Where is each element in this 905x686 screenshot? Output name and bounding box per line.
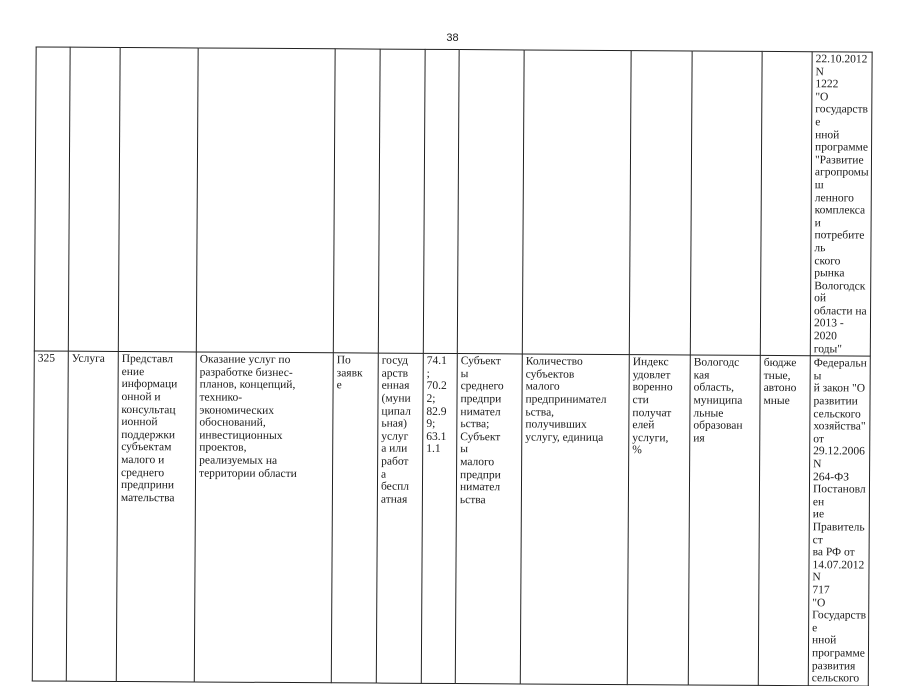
cell-name: [118, 47, 198, 352]
row-volume-indicator: Количество субъектов малого предпринимател ьства, получивших услугу, единица: [525, 355, 607, 444]
cell-type: [66, 351, 118, 681]
row-content: Оказание услуг по разработке бизнес- планов, концепций, технико- экономических обоснований, инвестиционных проектов, реализуемых на территории области: [199, 353, 297, 480]
table-row-continuation: [34, 47, 872, 356]
cell-volume-indicator: [522, 50, 631, 355]
registry-table: [32, 46, 873, 686]
cell-recipients: [455, 354, 522, 684]
cell-budget: [760, 51, 812, 356]
cell-content: [196, 48, 335, 353]
row-legal-basis: Федеральны й закон "О развитии сельского хозяйства" от 29.12.2006 N 264-ФЗ Постановлен ие Правительст ва РФ от 14.07.2012 N 717 "О Государстве нной программе развития сельского: [811, 357, 867, 685]
cell-quality-indicator: [629, 51, 692, 356]
table-row-325: [32, 351, 870, 686]
cell-codes: [421, 354, 457, 684]
cell-number: [34, 47, 70, 351]
cell-budget: [758, 356, 810, 686]
cell-condition: [331, 353, 378, 683]
row-number: 325: [37, 352, 56, 365]
cell-territory: [688, 355, 760, 685]
legal-basis-text: 22.10.2012 N 1222 "О государстве нной программе "Развитие агропромыш ленного комплекса и потребитель ского рынка Вологодской области на 2013 - 2020 годы": [813, 53, 869, 356]
cell-recipients: [457, 50, 524, 355]
cell-type: [68, 47, 120, 352]
cell-status: [376, 353, 423, 683]
row-status: госуд арств енная (муни ципал ьная) услуг а или работ а беспл атная: [380, 354, 411, 506]
row-codes: 74.1 ; 70.2 2; 82.9 9; 63.1 1.1: [426, 355, 447, 456]
row-type: Услуга: [71, 352, 105, 366]
cell-volume-indicator: [520, 354, 629, 684]
row-recipients: Субъект ы среднего предпри нимател ьства; Субъект ы малого предпри нимател ьства: [459, 355, 504, 507]
cell-codes: [423, 49, 459, 353]
cell-status: [378, 49, 425, 354]
row-budget: бюдже тные, автоно мные: [763, 357, 797, 408]
row-condition: По заявк е: [336, 354, 363, 392]
cell-territory: [690, 51, 762, 356]
cell-name: [116, 352, 196, 682]
row-quality-indicator: Индекс удовлет воренно сти получат елей услуги, %: [632, 356, 673, 457]
page-number: 38: [446, 32, 459, 44]
cell-condition: [333, 49, 380, 354]
row-territory: Вологодс кая область, муниципа льные образован ия: [693, 356, 743, 445]
cell-content: [194, 352, 333, 682]
cell-quality-indicator: [627, 355, 690, 685]
row-name: Представл ение информаци онной и консультац ионной поддержки субъектам малого и среднего предприни мательства: [120, 353, 178, 505]
cell-legal-basis: [808, 356, 870, 686]
cell-number: [32, 351, 68, 681]
cell-legal-basis: [810, 52, 872, 357]
